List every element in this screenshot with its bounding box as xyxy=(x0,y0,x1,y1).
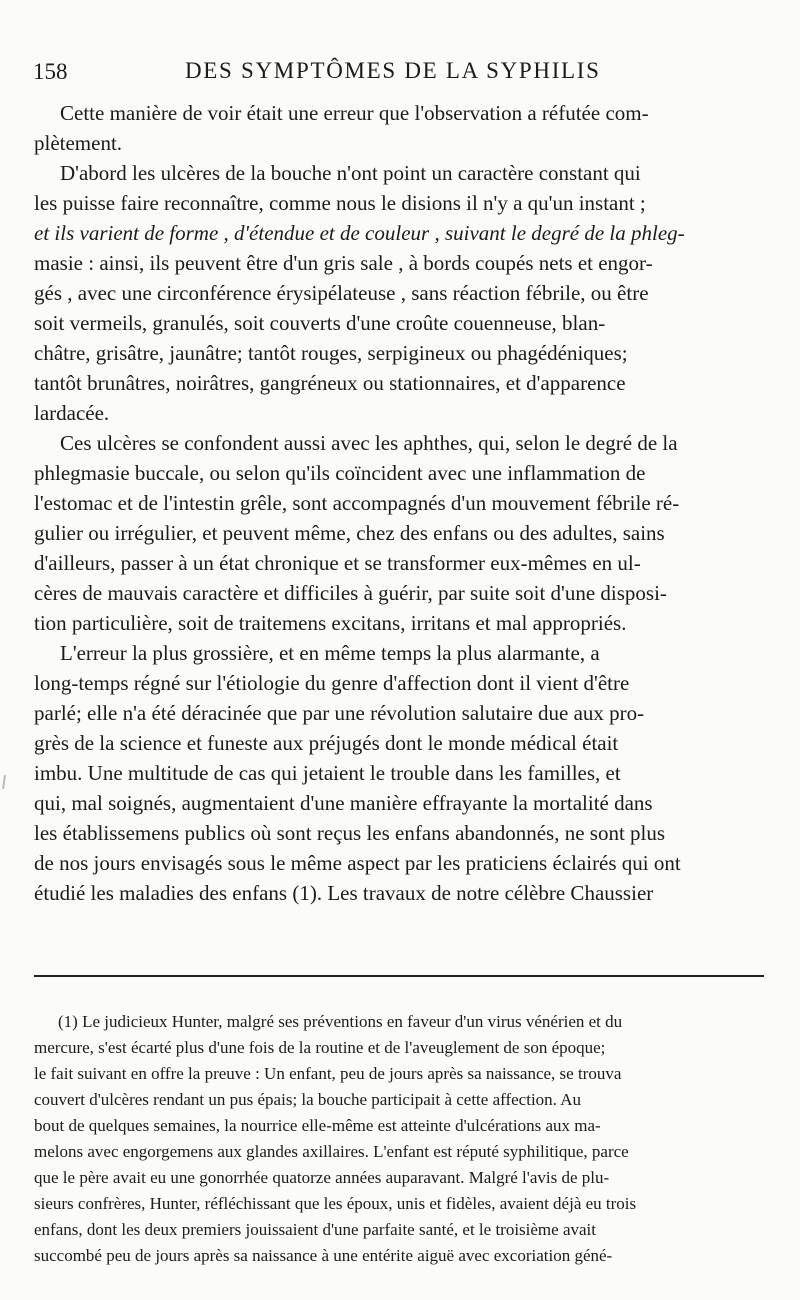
footnote xyxy=(34,1009,768,1269)
page-header xyxy=(33,56,773,90)
footnote-line: couvert d'ulcères rendant un pus épais; la bouche participait à cette affection. Au xyxy=(34,1090,582,1109)
body-line: parlé; elle n'a été déracinée que par une révolution salutaire due aux pro- xyxy=(34,701,645,725)
page-number: 158 xyxy=(33,59,68,84)
body-line: gés , avec une circonférence érysipélateuse , sans réaction fébrile, ou être xyxy=(34,281,649,305)
running-head: DES SYMPTÔMES DE LA SYPHILIS xyxy=(185,58,601,83)
body-line: masie : ainsi, ils peuvent être d'un gris sale , à bords coupés nets et engor- xyxy=(34,251,653,275)
body-line: cères de mauvais caractère et difficiles à guérir, par suite soit d'une disposi- xyxy=(34,581,667,605)
body-line: et ils varient de forme , d'étendue et de couleur , suivant le degré de la phleg- xyxy=(34,221,685,245)
body-line: gulier ou irrégulier, et peuvent même, chez des enfans ou des adultes, sains xyxy=(34,521,665,545)
body-line: l'estomac et de l'intestin grêle, sont accompagnés d'un mouvement fébrile ré- xyxy=(34,491,680,515)
body-line: imbu. Une multitude de cas qui jetaient le trouble dans les familles, et xyxy=(34,761,621,785)
footnote-line: mercure, s'est écarté plus d'une fois de la routine et de l'aveuglement de son époque; xyxy=(34,1038,606,1057)
footnote-rule xyxy=(34,975,764,977)
footnote-line: le fait suivant en offre la preuve : Un enfant, peu de jours après sa naissance, se trouva xyxy=(34,1064,622,1083)
body-line: étudié les maladies des enfans (1). Les travaux de notre célèbre Chaussier xyxy=(34,881,654,905)
footnote-line: que le père avait eu une gonorrhée quatorze années auparavant. Malgré l'avis de plu- xyxy=(34,1168,610,1187)
body-line: L'erreur la plus grossière, et en même temps la plus alarmante, a xyxy=(60,641,600,665)
body-line: long-temps régné sur l'étiologie du genre d'affection dont il vient d'être xyxy=(34,671,630,695)
footnote-line: sieurs confrères, Hunter, réfléchissant que les époux, unis et fidèles, avaient déjà eu trois xyxy=(34,1194,637,1213)
body-line: soit vermeils, granulés, soit couverts d'une croûte couenneuse, blan- xyxy=(34,311,606,335)
footnote-line: enfans, dont les deux premiers jouissaient d'une parfaite santé, et le troisième avait xyxy=(34,1220,596,1239)
footnote-line: succombé peu de jours après sa naissance à une entérite aiguë avec excoriation géné- xyxy=(34,1246,613,1265)
margin-mark xyxy=(2,775,6,789)
body-line: les puisse faire reconnaître, comme nous le disions il n'y a qu'un instant ; xyxy=(34,191,646,215)
footnote-line: melons avec engorgemens aux glandes axillaires. L'enfant est réputé syphilitique, parce xyxy=(34,1142,629,1161)
body-line: Ces ulcères se confondent aussi avec les aphthes, qui, selon le degré de la xyxy=(60,431,678,455)
body-line: D'abord les ulcères de la bouche n'ont point un caractère constant qui xyxy=(60,161,641,185)
main-text xyxy=(34,98,768,908)
body-line: tantôt brunâtres, noirâtres, gangréneux ou stationnaires, et d'apparence xyxy=(34,371,626,395)
body-line: phlegmasie buccale, ou selon qu'ils coïncident avec une inflammation de xyxy=(34,461,646,485)
body-line: les établissemens publics où sont reçus les enfans abandonnés, ne sont plus xyxy=(34,821,666,845)
body-line: Cette manière de voir était une erreur que l'observation a réfutée com- xyxy=(60,101,649,125)
body-line: de nos jours envisagés sous le même aspect par les praticiens éclairés qui ont xyxy=(34,851,681,875)
body-line: grès de la science et funeste aux préjugés dont le monde médical était xyxy=(34,731,619,755)
body-line: plètement. xyxy=(34,131,123,155)
body-line: lardacée. xyxy=(34,401,110,425)
body-line: châtre, grisâtre, jaunâtre; tantôt rouges, serpigineux ou phagédéniques; xyxy=(34,341,628,365)
body-line: qui, mal soignés, augmentaient d'une manière effrayante la mortalité dans xyxy=(34,791,653,815)
footnote-line: (1) Le judicieux Hunter, malgré ses préventions en faveur d'un virus vénérien et du xyxy=(58,1012,623,1031)
body-line: d'ailleurs, passer à un état chronique et se transformer eux-mêmes en ul- xyxy=(34,551,641,575)
body-line: tion particulière, soit de traitemens excitans, irritans et mal appropriés. xyxy=(34,611,627,635)
footnote-line: bout de quelques semaines, la nourrice elle-même est atteinte d'ulcérations aux ma- xyxy=(34,1116,601,1135)
